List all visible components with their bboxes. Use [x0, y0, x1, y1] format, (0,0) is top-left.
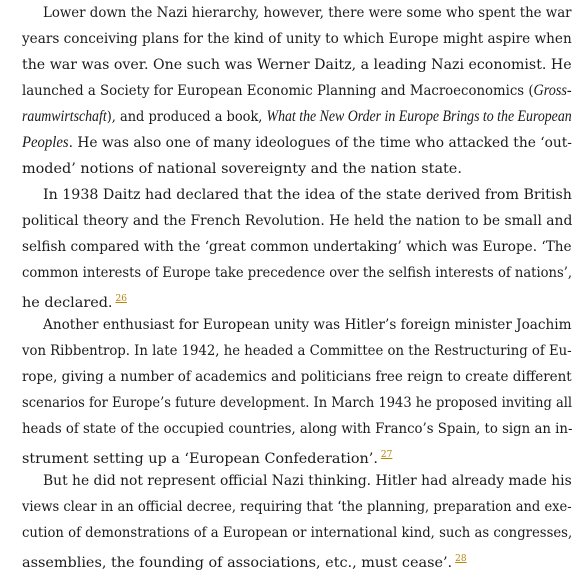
text-line: [22, 78, 572, 104]
text-line: [22, 234, 572, 260]
footnote-link-26[interactable]: 26: [115, 294, 127, 304]
italic-text: What the New Order in Europe Brings to the European: [266, 108, 572, 125]
text-line: [22, 546, 467, 572]
text-line: [22, 520, 572, 546]
text-run: the war was over. One such was Werner Daitz, a leading Nazi economist. He: [22, 57, 572, 73]
text-run: common interests of Europe take precedence over the selfish interests of nations’,: [22, 265, 573, 281]
text-run: political theory and the French Revolution. He held the nation to be small and: [22, 213, 573, 229]
text-line: [22, 130, 572, 156]
text-line: [22, 208, 572, 234]
italic-text: Peoples: [22, 134, 69, 151]
text-run: ), and produced a book,: [106, 109, 267, 125]
italic-text: Gross-: [533, 82, 572, 99]
text-line: [22, 338, 572, 364]
text-line: [22, 364, 572, 390]
text-line: [43, 0, 572, 26]
text-run: But he did not represent official Nazi thinking. Hitler had already made his: [43, 473, 572, 489]
text-run: he declared.: [22, 295, 113, 311]
text-line: [22, 442, 392, 468]
text-run: moded’ notions of national sovereignty and the nation state.: [22, 161, 462, 177]
text-line: [22, 52, 572, 78]
text-line: [22, 26, 572, 52]
text-run: strument setting up a ‘European Confederation’.: [22, 451, 378, 467]
text-run: von Ribbentrop. In late 1942, he headed a Committee on the Restructuring of Eu-: [22, 343, 572, 359]
text-run: In 1938 Daitz had declared that the idea of the state derived from British: [43, 187, 572, 203]
text-line: [22, 494, 572, 520]
text-run: heads of state of the occupied countries, along with Franco’s Spain, to sign an in-: [22, 421, 573, 437]
text-line: [22, 416, 572, 442]
text-run: rope, giving a number of academics and politicians free reign to create different: [22, 369, 572, 385]
text-run: selfish compared with the ‘great common undertaking’ which was Europe. ‘The: [22, 239, 572, 255]
text-run: views clear in an official decree, requiring that ‘the planning, preparation and exe-: [22, 499, 572, 515]
footnote-link-27[interactable]: 27: [380, 450, 393, 460]
footnote-link-28[interactable]: 28: [455, 554, 467, 564]
italic-text: raumwirtschaft: [22, 108, 107, 125]
text-line: [22, 104, 572, 130]
text-run: assemblies, the founding of associations, etc., must cease’.: [22, 555, 453, 571]
text-line: [22, 286, 127, 312]
text-run: cution of demonstrations of a European or international kind, such as congresses,: [22, 525, 573, 541]
text-line: [22, 156, 462, 182]
text-run: scenarios for Europe’s future development. In March 1943 he proposed inviting all: [22, 395, 573, 411]
text-run: . He was also one of many ideologues of the time who attacked the ‘out-: [68, 135, 572, 151]
text-line: [22, 260, 572, 286]
text-line: [43, 468, 572, 494]
text-run: years conceiving plans for the kind of unity to which Europe might aspire when: [22, 31, 572, 47]
text-line: [43, 182, 572, 208]
text-run: launched a Society for European Economic Planning and Macroeconomics (: [22, 83, 534, 99]
text-run: Lower down the Nazi hierarchy, however, there were some who spent the war: [43, 5, 572, 21]
text-run: Another enthusiast for European unity was Hitler’s foreign minister Joachim: [43, 317, 572, 333]
text-line: [43, 312, 572, 338]
text-line: [22, 390, 572, 416]
